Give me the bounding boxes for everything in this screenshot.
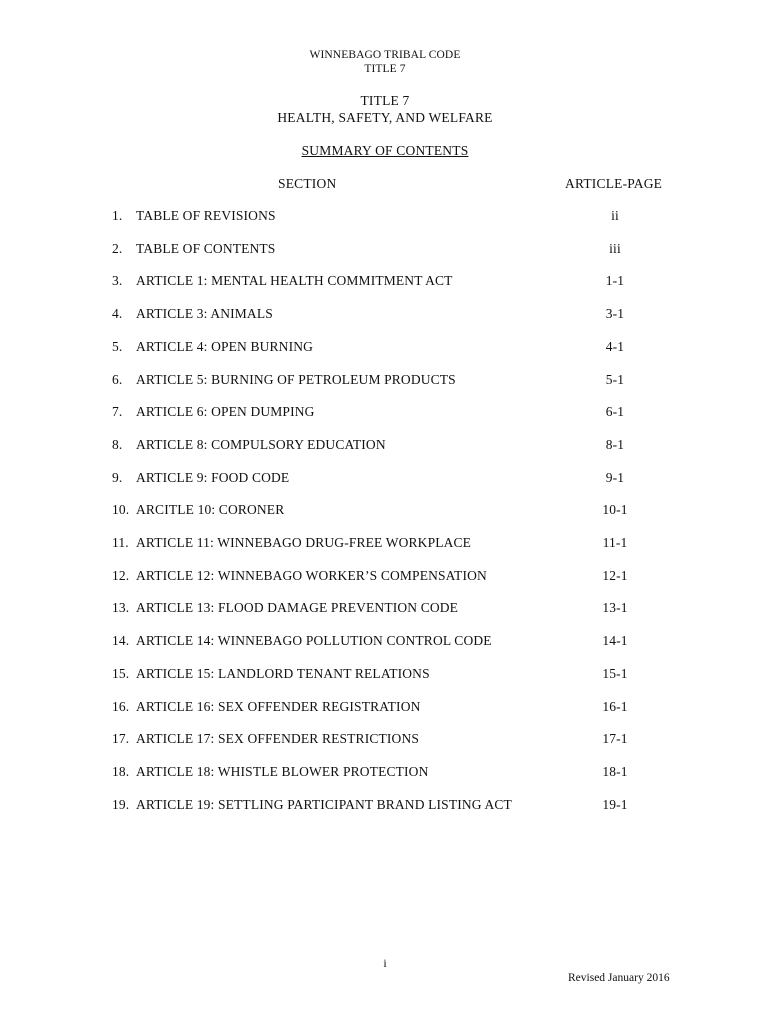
- toc-label: ARTICLE 8: COMPULSORY EDUCATION: [136, 436, 386, 452]
- toc-row: [0, 763, 770, 781]
- toc-row: [0, 567, 770, 585]
- toc-row: [0, 501, 770, 519]
- running-header-title: TITLE 7: [364, 63, 406, 75]
- toc-row: [0, 469, 770, 487]
- page-number: i: [383, 956, 387, 970]
- summary-heading-text: SUMMARY OF CONTENTS: [301, 143, 469, 158]
- toc-page: 3-1: [605, 306, 625, 322]
- toc-number: 5.: [112, 338, 123, 354]
- toc-page: 18-1: [602, 763, 628, 779]
- toc-row: [0, 534, 770, 552]
- toc-number: 10.: [112, 502, 130, 518]
- toc-label: ARTICLE 13: FLOOD DAMAGE PREVENTION CODE: [136, 600, 459, 616]
- toc-row: [0, 436, 770, 454]
- toc-row: [0, 240, 770, 258]
- toc-row: [0, 698, 770, 716]
- toc-number: 3.: [112, 273, 123, 289]
- toc-label: ARTICLE 11: WINNEBAGO DRUG-FREE WORKPLACE: [136, 535, 472, 550]
- toc-page: 4-1: [605, 338, 625, 354]
- toc-row: [0, 665, 770, 683]
- toc-page: 1-1: [605, 273, 625, 289]
- toc-label: TABLE OF CONTENTS: [136, 240, 276, 256]
- toc-number: 19.: [112, 796, 130, 812]
- toc-number: 13.: [112, 600, 130, 616]
- document-subtitle: HEALTH, SAFETY, AND WELFARE: [277, 110, 493, 125]
- toc-label: ARTICLE 1: MENTAL HEALTH COMMITMENT ACT: [136, 273, 453, 289]
- toc-row: [0, 599, 770, 617]
- toc-row: [0, 305, 770, 323]
- toc-label: ARTICLE 18: WHISTLE BLOWER PROTECTION: [136, 763, 429, 779]
- toc-row: [0, 371, 770, 389]
- toc-page: iii: [609, 240, 621, 256]
- section-column-header: SECTION: [278, 176, 337, 191]
- toc-page: 9-1: [605, 469, 625, 485]
- toc-page: 6-1: [605, 404, 625, 420]
- toc-number: 6.: [112, 371, 123, 387]
- toc-row: [0, 338, 770, 356]
- toc-label: ARCITLE 10: CORONER: [136, 502, 285, 518]
- toc-page: 5-1: [605, 371, 625, 387]
- toc-page: 16-1: [602, 698, 628, 714]
- toc-label: ARTICLE 15: LANDLORD TENANT RELATIONS: [136, 665, 430, 681]
- toc-row: [0, 796, 770, 814]
- toc-page: ii: [611, 208, 619, 223]
- toc-number: 7.: [112, 404, 123, 420]
- toc-row: [0, 403, 770, 421]
- revision-date: Revised January 2016: [568, 972, 670, 984]
- toc-number: 12.: [112, 567, 130, 583]
- document-title: TITLE 7: [360, 93, 410, 108]
- toc-number: 17.: [112, 731, 130, 747]
- toc-number: 2.: [112, 240, 123, 256]
- toc-number: 9.: [112, 469, 123, 485]
- toc-label: ARTICLE 9: FOOD CODE: [136, 469, 290, 485]
- toc-number: 16.: [112, 698, 130, 714]
- toc-page: 8-1: [605, 436, 625, 452]
- toc-label: ARTICLE 12: WINNEBAGO WORKER’S COMPENSATION: [136, 567, 487, 583]
- article-page-column-header: ARTICLE-PAGE: [565, 176, 663, 191]
- toc-row: [0, 207, 770, 225]
- toc-number: 4.: [112, 306, 123, 322]
- toc-label: ARTICLE 3: ANIMALS: [136, 306, 273, 322]
- toc-row: [0, 632, 770, 650]
- toc-label: ARTICLE 19: SETTLING PARTICIPANT BRAND LISTING ACT: [136, 796, 512, 812]
- toc-label: ARTICLE 6: OPEN DUMPING: [136, 404, 315, 420]
- toc-page: 15-1: [602, 665, 628, 681]
- toc-number: 14.: [112, 633, 130, 649]
- toc-label: ARTICLE 14: WINNEBAGO POLLUTION CONTROL CODE: [136, 633, 492, 649]
- toc-row: [0, 730, 770, 748]
- toc-page: 13-1: [602, 600, 628, 616]
- toc-page: 14-1: [602, 633, 628, 649]
- toc-label: ARTICLE 17: SEX OFFENDER RESTRICTIONS: [136, 731, 420, 747]
- toc-label: ARTICLE 16: SEX OFFENDER REGISTRATION: [136, 698, 421, 714]
- toc-page: 19-1: [602, 796, 628, 812]
- running-header-code: WINNEBAGO TRIBAL CODE: [309, 49, 461, 61]
- toc-page: 17-1: [602, 731, 628, 747]
- toc-number: 18.: [112, 763, 130, 779]
- toc-page: 11-1: [602, 535, 628, 550]
- toc-row: [0, 272, 770, 290]
- toc-label: ARTICLE 4: OPEN BURNING: [136, 338, 314, 354]
- toc-label: ARTICLE 5: BURNING OF PETROLEUM PRODUCTS: [136, 371, 456, 387]
- toc-number: 8.: [112, 436, 123, 452]
- toc-number: 11.: [112, 535, 129, 550]
- summary-heading: [0, 143, 770, 159]
- toc-number: 1.: [112, 208, 123, 223]
- toc-page: 12-1: [602, 567, 628, 583]
- toc-number: 15.: [112, 665, 130, 681]
- toc-page: 10-1: [602, 502, 628, 518]
- toc-label: TABLE OF REVISIONS: [136, 208, 276, 223]
